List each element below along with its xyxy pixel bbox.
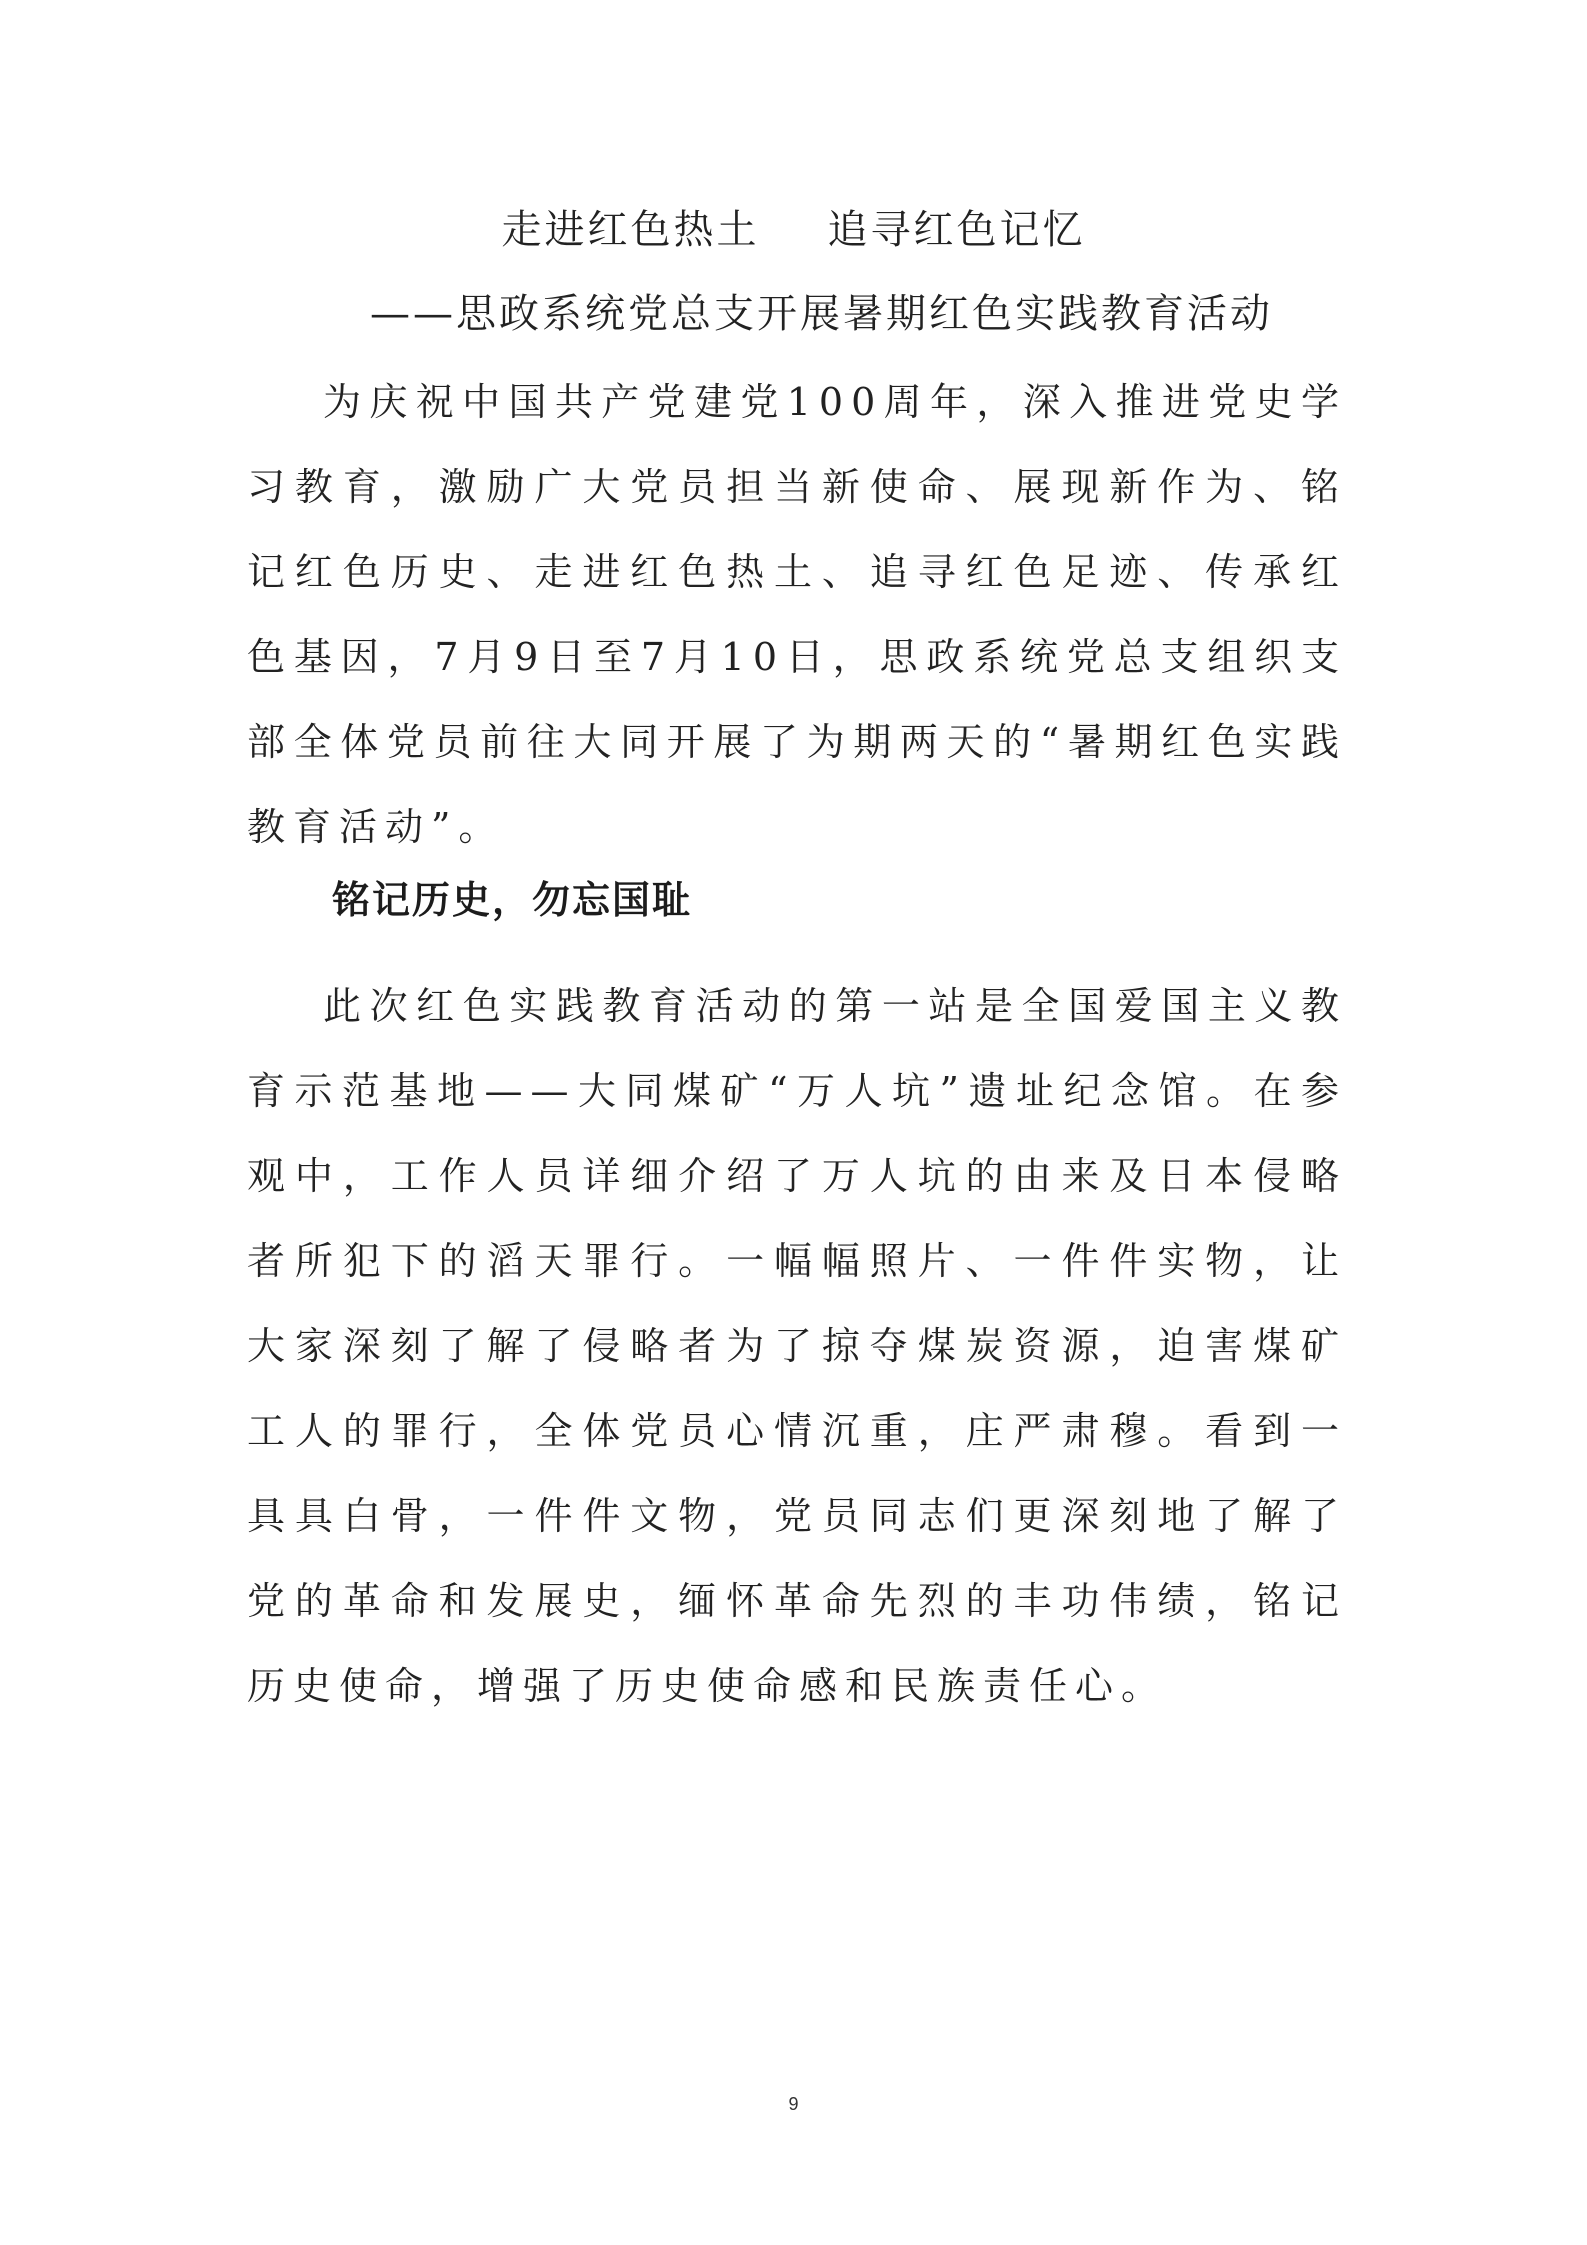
intro-paragraph: 为庆祝中国共产党建党100周年，深入推进党史学习教育，激励广大党员担当新使命、展现新作为、铭记红色历史、走进红色热土、追寻红色足迹、传承红色基因，7月9日至7月10日，思政系统党总支组织支部全体党员前往大同开展了为期两天的“暑期红色实践教育活动”。 [247,380,1347,849]
page-subtitle: ——思政系统党总支开展暑期红色实践教育活动 [370,291,1273,337]
section-heading: 铭记历史，勿忘国耻 [332,878,693,922]
title-part-2: 追寻红色记忆 [827,207,1086,253]
page-title [0,200,1587,260]
title-part-1: 走进红色热土 [501,207,760,253]
page-number: 9 [788,2094,799,2114]
section-paragraph: 此次红色实践教育活动的第一站是全国爱国主义教育示范基地——大同煤矿“万人坑”遗址纪念馆。在参观中，工作人员详细介绍了万人坑的由来及日本侵略者所犯下的滔天罪行。一幅幅照片、一件件实物，让大家深刻了解了侵略者为了掠夺煤炭资源，迫害煤矿工人的罪行，全体党员心情沉重，庄严肃穆。看到一具具白骨，一件件文物，党员同志们更深刻地了解了党的革命和发展史，缅怀革命先烈的丰功伟绩，铭记历史使命，增强了历史使命感和民族责任心。 [247,984,1347,1708]
